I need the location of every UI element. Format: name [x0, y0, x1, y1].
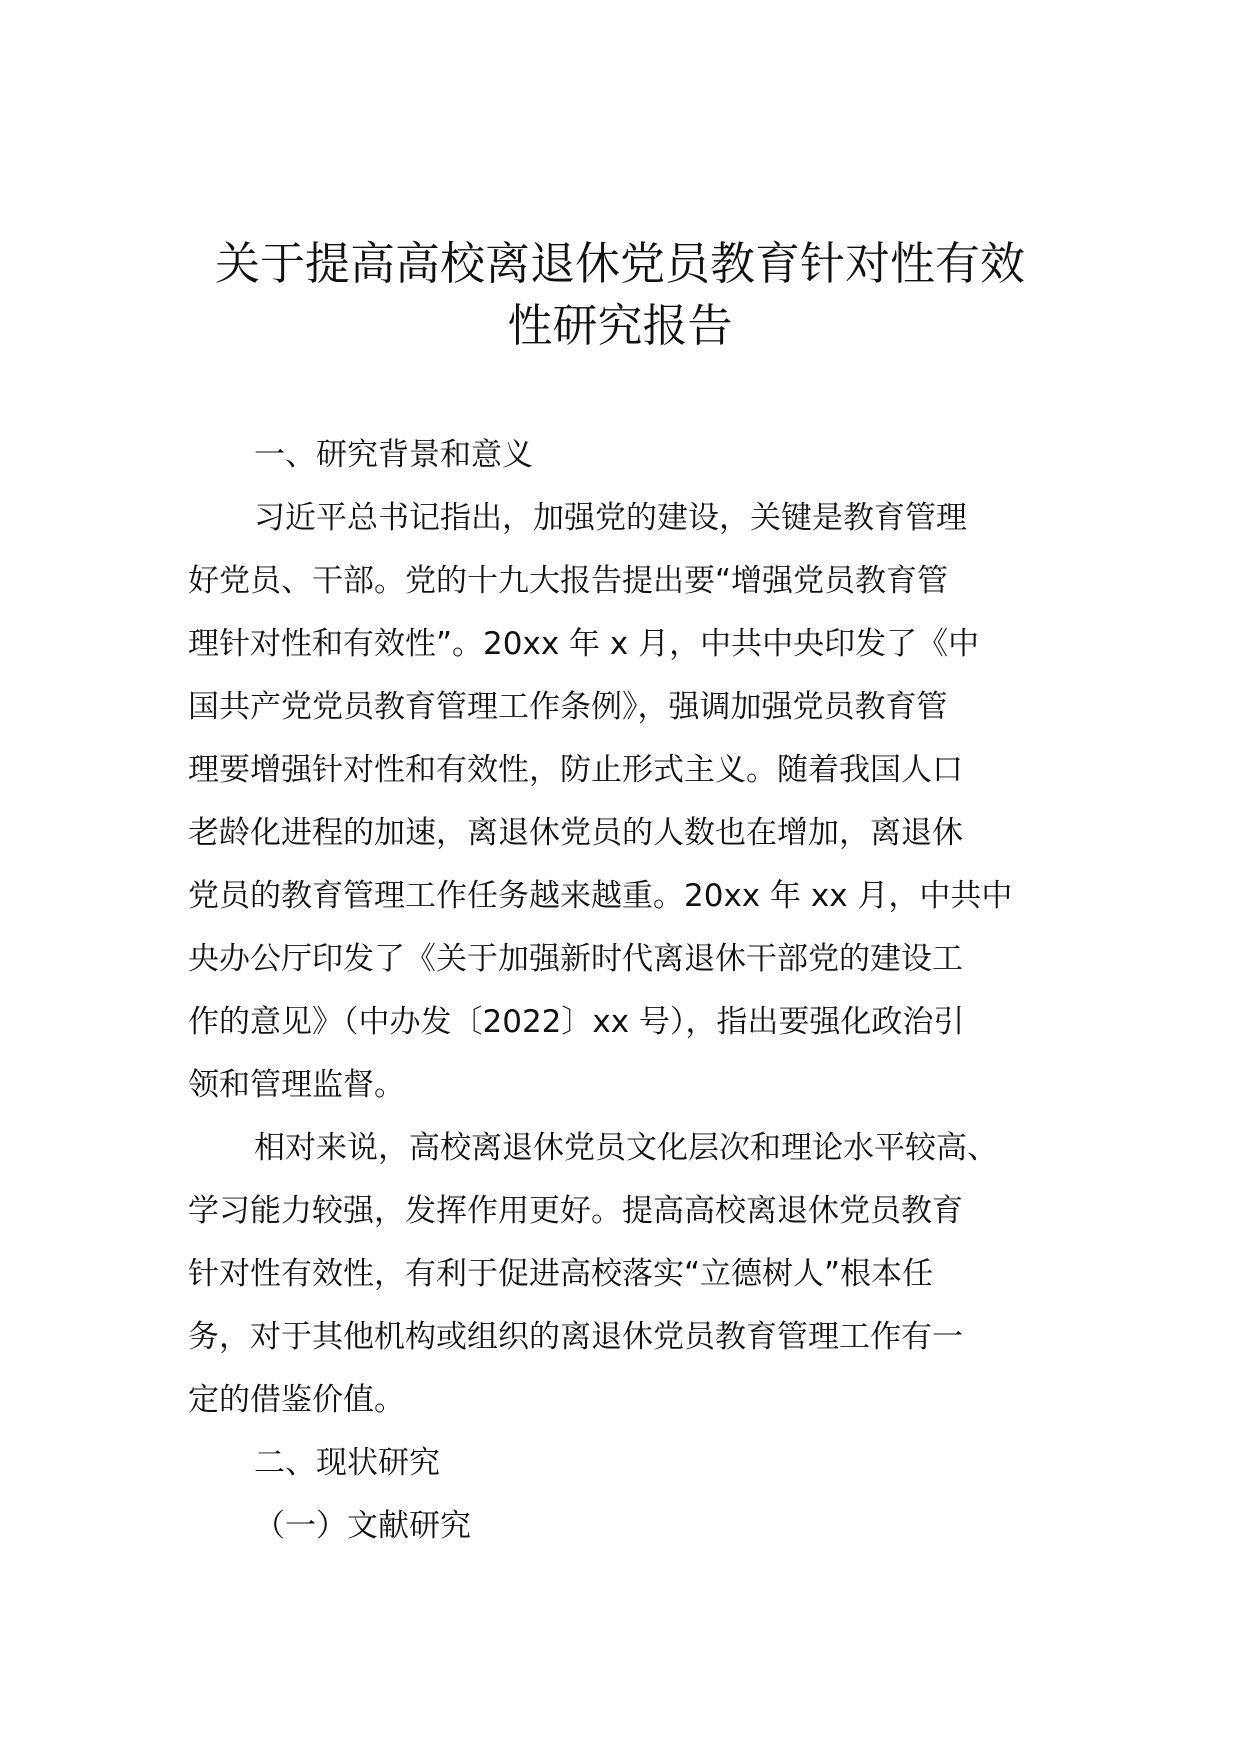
- paragraph-1-line-7: 党员的教育管理工作任务越来越重。20xx 年 xx 月，中共中: [188, 878, 1013, 914]
- paragraph-2-line-4: 务，对于其他机构或组织的离退休党员教育管理工作有一: [188, 1319, 963, 1355]
- paragraph-2-line-5: 定的借鉴价值。: [188, 1382, 405, 1418]
- paragraph-2-line-1: 相对来说，高校离退休党员文化层次和理论水平较高、: [254, 1130, 998, 1166]
- section-heading-background: 一、研究背景和意义: [254, 437, 533, 473]
- subsection-heading-literature-research: （一）文献研究: [254, 1508, 471, 1544]
- paragraph-1-line-4: 国共产党党员教育管理工作条例》，强调加强党员教育管: [188, 689, 948, 725]
- paragraph-2-line-2: 学习能力较强，发挥作用更好。提高高校离退休党员教育: [188, 1193, 963, 1229]
- paragraph-1-line-5: 理要增强针对性和有效性，防止形式主义。随着我国人口: [188, 752, 963, 788]
- document-title-line-2: 性研究报告: [507, 299, 733, 352]
- paragraph-1-line-1: 习近平总书记指出，加强党的建设，关键是教育管理: [254, 500, 967, 536]
- paragraph-1-line-2: 好党员、干部。党的十九大报告提出要“增强党员教育管: [188, 563, 949, 599]
- paragraph-1-line-3: 理针对性和有效性”。20xx 年 x 月，中共中央印发了《中: [188, 626, 980, 662]
- paragraph-1-line-6: 老龄化进程的加速，离退休党员的人数也在增加，离退休: [188, 815, 963, 851]
- paragraph-1-line-8: 央办公厅印发了《关于加强新时代离退休干部党的建设工: [188, 941, 963, 977]
- paragraph-1-line-10: 领和管理监督。: [188, 1067, 405, 1103]
- paragraph-1-line-9: 作的意见》（中办发〔2022〕xx 号），指出要强化政治引: [188, 1004, 965, 1040]
- document-title-line-1: 关于提高高校离退休党员教育针对性有效: [214, 237, 1025, 290]
- paragraph-2-line-3: 针对性有效性，有利于促进高校落实“立德树人”根本任: [188, 1256, 934, 1292]
- section-heading-current-status: 二、现状研究: [254, 1445, 440, 1481]
